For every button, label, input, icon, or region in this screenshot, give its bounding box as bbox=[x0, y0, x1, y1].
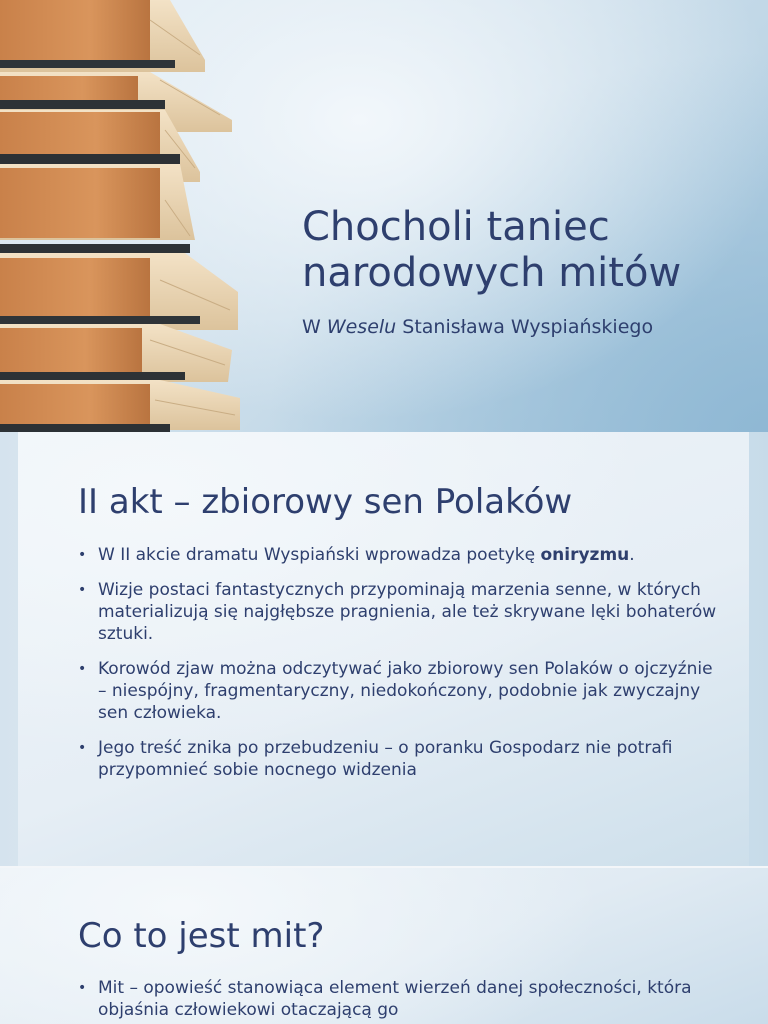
slide-2 bbox=[18, 432, 749, 866]
book-stack-image bbox=[0, 0, 250, 432]
bullet-text: Korowód zjaw można odczytywać jako zbiorowy sen Polaków o ojczyźnie – niespójny, fragmentaryczny, niedokończony, podobnie jak zwyczajny sen człowieka. bbox=[98, 659, 713, 723]
bullet-text-end: . bbox=[629, 545, 635, 565]
bullet-text: Mit – opowieść stanowiąca element wierzeń danej społeczności, która objaśnia człowiekowi otaczającą go bbox=[98, 978, 692, 1020]
title-slide bbox=[0, 0, 768, 432]
slide-3-bullet-list bbox=[78, 977, 698, 1024]
bullet-icon: • bbox=[78, 582, 87, 598]
bullet-icon: • bbox=[78, 980, 87, 996]
slide-3 bbox=[0, 868, 768, 1024]
bullet-icon: • bbox=[78, 547, 87, 563]
bullet-item bbox=[78, 579, 718, 645]
subtitle-prefix: W bbox=[302, 316, 327, 338]
bullet-item bbox=[78, 737, 718, 781]
bullet-bold-term: oniryzmu bbox=[540, 545, 630, 565]
bullet-item bbox=[78, 544, 718, 566]
bullet-item bbox=[78, 977, 698, 1021]
presentation-subtitle bbox=[302, 315, 653, 339]
bullet-text: Wizje postaci fantastycznych przypominają marzenia senne, w których materializują się najgłębsze pragnienia, ale też skrywane lęki bohaterów sztuki. bbox=[98, 580, 717, 644]
subtitle-suffix: Stanisława Wyspiańskiego bbox=[396, 316, 654, 338]
bullet-icon: • bbox=[78, 661, 87, 677]
slide-2-bullet-list bbox=[78, 544, 718, 794]
slide-3-heading: Co to jest mit? bbox=[78, 916, 325, 956]
bullet-icon: • bbox=[78, 740, 87, 756]
presentation-title: Chocholi taniec narodowych mitów bbox=[302, 204, 682, 296]
bullet-text: Jego treść znika po przebudzeniu – o poranku Gospodarz nie potrafi przypomnieć sobie nocnego widzenia bbox=[98, 738, 673, 780]
bullet-text: W II akcie dramatu Wyspiański wprowadza poetykę bbox=[98, 545, 541, 565]
slide-2-heading: II akt – zbiorowy sen Polaków bbox=[78, 482, 573, 522]
bullet-item bbox=[78, 658, 718, 724]
subtitle-italic: Weselu bbox=[326, 316, 397, 338]
